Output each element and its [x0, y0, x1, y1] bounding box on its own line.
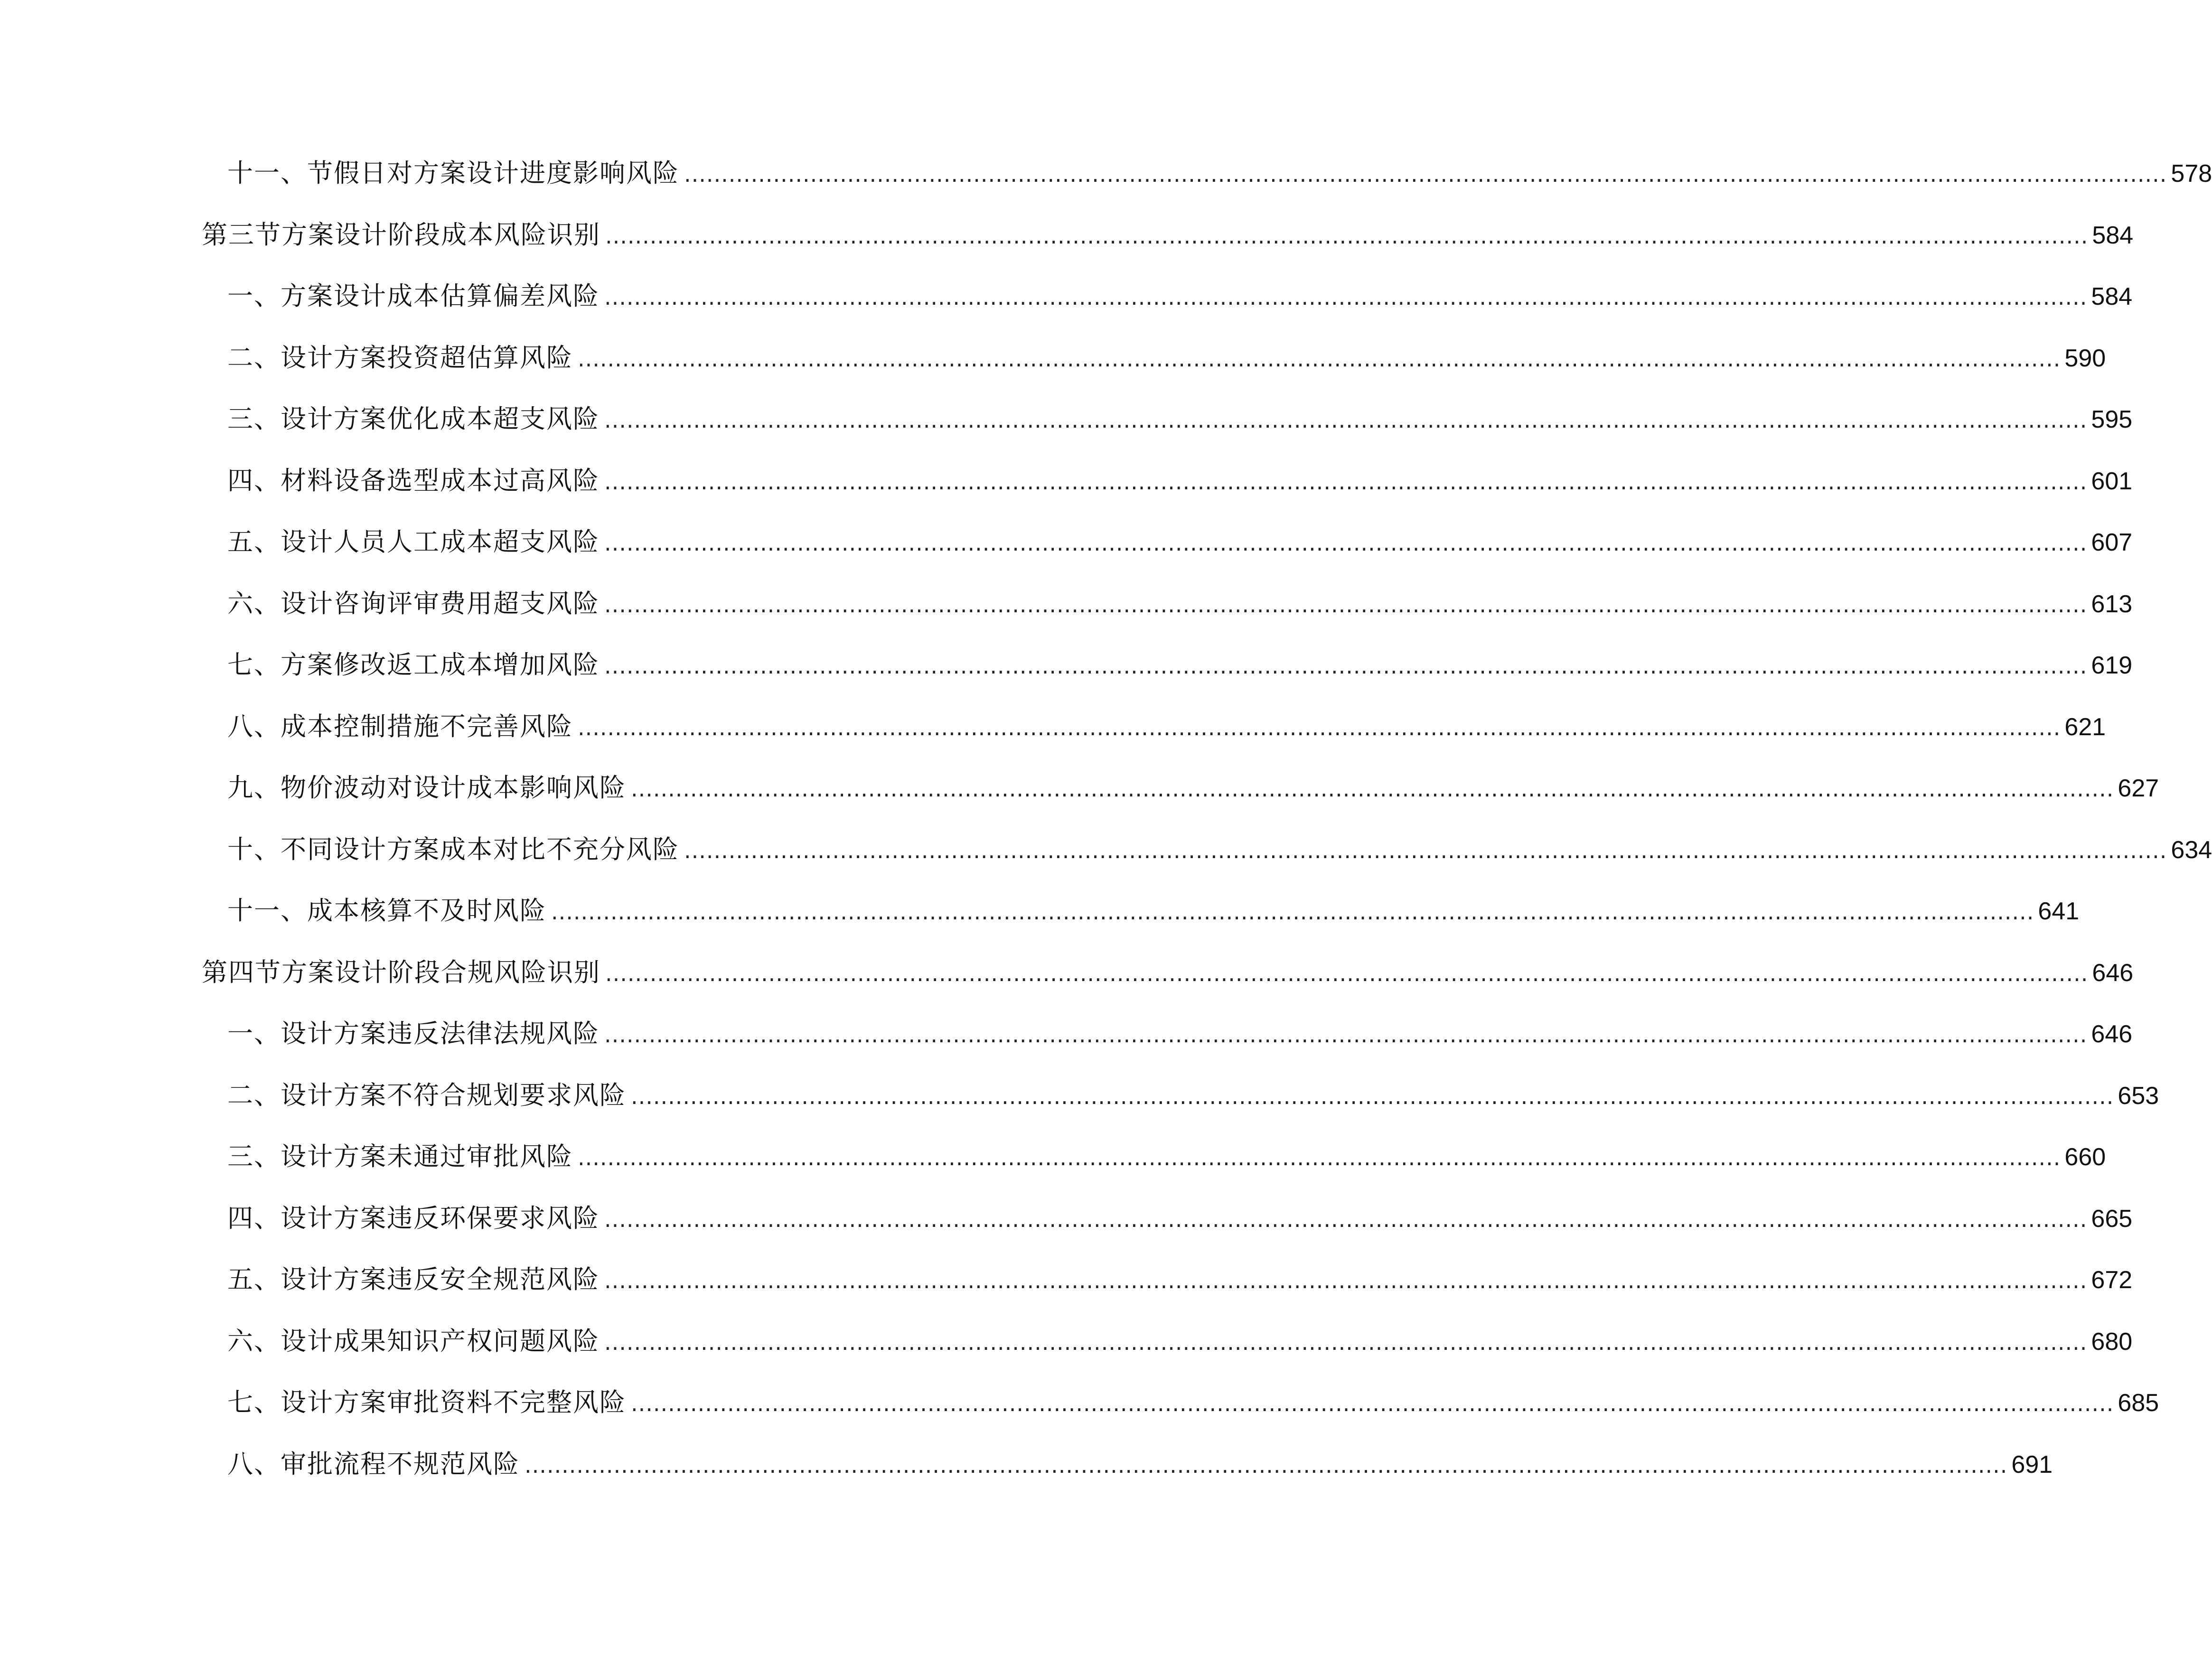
toc-entry[interactable]	[202, 1372, 2159, 1433]
toc-entry[interactable]	[202, 450, 2133, 512]
toc-page-number: 634	[2171, 836, 2212, 864]
toc-dot-leader: ........................................................................................................................................................................................................	[604, 284, 2088, 310]
toc-section-entry[interactable]	[202, 204, 2134, 266]
toc-dot-leader: ........................................................................................................................................................................................................	[684, 837, 2167, 863]
toc-entry-title: 九、物价波动对设计成本影响风险	[227, 773, 626, 803]
toc-entry[interactable]	[202, 1433, 2053, 1495]
toc-entry-title: 一、方案设计成本估算偏差风险	[227, 281, 600, 311]
toc-page-number: 646	[2091, 1020, 2133, 1048]
toc-entry-title: 一、设计方案违反法律法规风险	[227, 1019, 600, 1048]
toc-entry-title: 二、设计方案投资超估算风险	[227, 342, 573, 373]
toc-dot-leader: ........................................................................................................................................................................................................	[551, 899, 2034, 925]
toc-entry-title: 五、设计人员人工成本超支风险	[227, 527, 600, 557]
toc-entry-title: 三、设计方案未通过审批风险	[227, 1141, 573, 1171]
toc-dot-leader: ........................................................................................................................................................................................................	[604, 591, 2088, 617]
toc-page-number: 627	[2118, 775, 2159, 802]
toc-page-number: 641	[2038, 898, 2080, 925]
toc-entry[interactable]	[202, 1126, 2106, 1188]
toc-entry[interactable]	[202, 757, 2159, 819]
toc-entry[interactable]	[202, 573, 2133, 635]
toc-dot-leader: ........................................................................................................................................................................................................	[578, 346, 2061, 372]
toc-entry-title: 十一、节假日对方案设计进度影响风险	[227, 158, 679, 188]
toc-entry-title: 五、设计方案违反安全规范风险	[227, 1264, 600, 1294]
toc-dot-leader: ........................................................................................................................................................................................................	[525, 1452, 2008, 1478]
toc-entry[interactable]	[202, 696, 2106, 758]
toc-page-number: 619	[2091, 652, 2133, 679]
toc-entry-title: 八、成本控制措施不完善风险	[227, 711, 573, 741]
toc-dot-leader: ........................................................................................................................................................................................................	[631, 1391, 2114, 1416]
toc-page-number: 660	[2064, 1143, 2106, 1171]
toc-page-number: 672	[2091, 1266, 2133, 1294]
toc-entry-title: 七、设计方案审批资料不完整风险	[227, 1387, 626, 1417]
toc-entry[interactable]	[202, 1188, 2133, 1249]
toc-entry[interactable]	[202, 511, 2133, 573]
toc-page-number: 584	[2092, 221, 2134, 249]
toc-entry[interactable]	[202, 1249, 2133, 1310]
toc-page-number: 680	[2091, 1328, 2133, 1356]
toc-dot-leader: ........................................................................................................................................................................................................	[604, 1206, 2088, 1232]
toc-entry-title: 二、设计方案不符合规划要求风险	[227, 1080, 626, 1110]
toc-entry[interactable]	[202, 142, 2212, 204]
toc-page-number: 601	[2091, 467, 2133, 495]
toc-section-entry[interactable]	[202, 942, 2134, 1003]
toc-dot-leader: ........................................................................................................................................................................................................	[605, 960, 2089, 986]
toc-dot-leader: ........................................................................................................................................................................................................	[604, 468, 2088, 495]
toc-entry[interactable]	[202, 634, 2133, 696]
toc-dot-leader: ........................................................................................................................................................................................................	[604, 407, 2088, 433]
toc-entry-title: 七、方案修改返工成本增加风险	[227, 650, 600, 680]
toc-dot-leader: ........................................................................................................................................................................................................	[604, 1268, 2088, 1293]
table-of-contents	[202, 142, 2212, 1495]
toc-page-number: 595	[2091, 406, 2133, 433]
toc-page-number: 646	[2092, 959, 2134, 987]
toc-entry-title: 六、设计咨询评审费用超支风险	[227, 588, 600, 618]
toc-entry[interactable]	[202, 1003, 2133, 1065]
toc-entry-title: 十、不同设计方案成本对比不充分风险	[227, 834, 679, 864]
toc-entry[interactable]	[202, 1065, 2159, 1126]
toc-page-number: 665	[2091, 1205, 2133, 1233]
toc-page-number: 621	[2064, 713, 2106, 741]
toc-page-number: 584	[2091, 283, 2133, 310]
toc-entry[interactable]	[202, 1310, 2133, 1372]
toc-entry-title: 八、审批流程不规范风险	[227, 1449, 520, 1479]
toc-dot-leader: ........................................................................................................................................................................................................	[578, 1145, 2061, 1170]
toc-entry[interactable]	[202, 388, 2133, 450]
toc-dot-leader: ........................................................................................................................................................................................................	[631, 776, 2114, 802]
toc-entry-title: 第三节方案设计阶段成本风险识别	[202, 219, 600, 250]
toc-dot-leader: ........................................................................................................................................................................................................	[684, 161, 2167, 187]
toc-entry-title: 六、设计成果知识产权问题风险	[227, 1326, 600, 1356]
toc-page-number: 653	[2118, 1082, 2159, 1110]
toc-page-number: 691	[2011, 1450, 2053, 1478]
toc-page-number: 578	[2171, 160, 2212, 187]
toc-entry[interactable]	[202, 265, 2133, 327]
toc-dot-leader: ........................................................................................................................................................................................................	[605, 223, 2089, 249]
toc-entry[interactable]	[202, 880, 2080, 942]
toc-entry[interactable]	[202, 819, 2212, 880]
toc-entry-title: 三、设计方案优化成本超支风险	[227, 404, 600, 434]
toc-entry[interactable]	[202, 327, 2106, 389]
toc-page-number: 613	[2091, 590, 2133, 618]
toc-entry-title: 第四节方案设计阶段合规风险识别	[202, 957, 600, 987]
toc-dot-leader: ........................................................................................................................................................................................................	[631, 1083, 2114, 1109]
toc-entry-title: 四、设计方案违反环保要求风险	[227, 1203, 600, 1233]
toc-page-number: 590	[2064, 344, 2106, 372]
toc-entry-title: 四、材料设备选型成本过高风险	[227, 465, 600, 496]
toc-dot-leader: ........................................................................................................................................................................................................	[604, 653, 2088, 679]
toc-dot-leader: ........................................................................................................................................................................................................	[604, 1022, 2088, 1048]
toc-dot-leader: ........................................................................................................................................................................................................	[604, 530, 2088, 556]
toc-page-number: 685	[2118, 1389, 2159, 1417]
toc-entry-title: 十一、成本核算不及时风险	[227, 896, 546, 926]
toc-page-number: 607	[2091, 529, 2133, 556]
toc-dot-leader: ........................................................................................................................................................................................................	[604, 1329, 2088, 1355]
toc-dot-leader: ........................................................................................................................................................................................................	[578, 714, 2061, 740]
